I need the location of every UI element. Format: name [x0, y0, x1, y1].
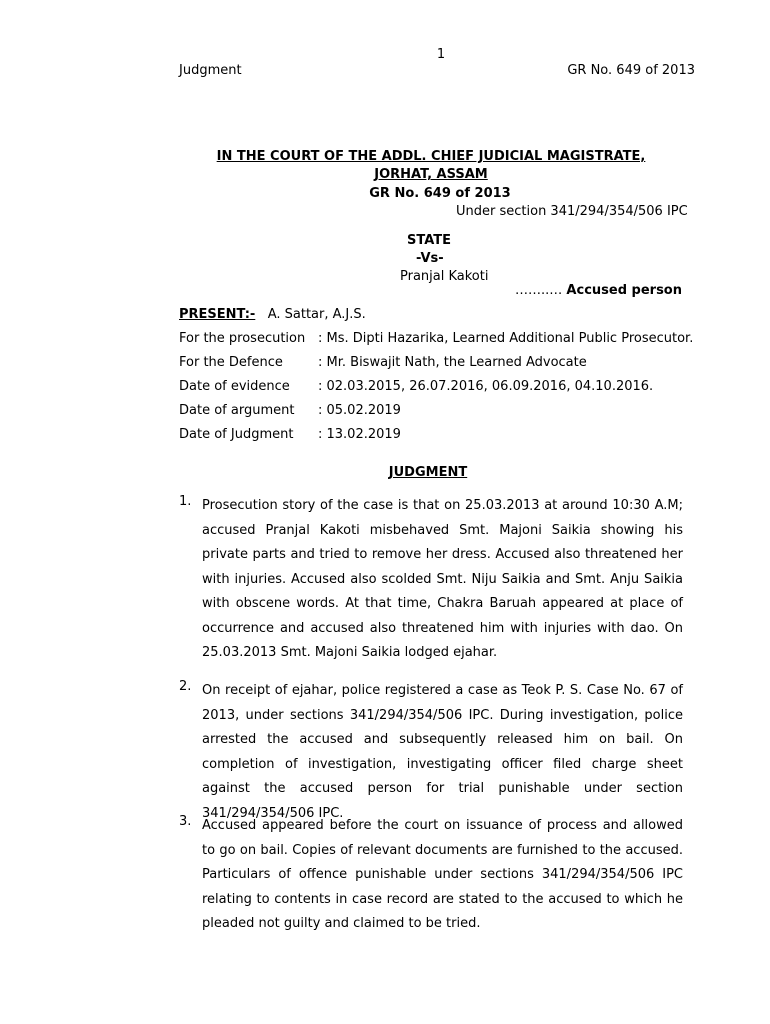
paragraph-text: On receipt of ejahar, police registered a case as Teok P. S. Case No. 67 of 2013, under sections 341/294/354/506 IPC. During investigation, police arrested the accused and subsequently released him on bail. On completion of investigation, investigating officer filed charge sheet against the accused person for trial punishable under section 341/294/354/506 IPC.: [202, 683, 683, 821]
accused-name: Pranjal Kakoti: [400, 269, 489, 284]
present-line: [179, 307, 366, 322]
info-key: For the prosecution: [179, 331, 306, 346]
header-document-type: Judgment: [179, 63, 242, 78]
info-row-evidence: [179, 379, 653, 394]
paragraph-number: 3.: [179, 814, 192, 829]
judgment-heading: JUDGMENT: [388, 465, 468, 480]
info-key: For the Defence: [179, 355, 283, 370]
info-row-prosecution: [179, 331, 693, 346]
info-row-judgment-date: [179, 427, 401, 442]
present-value: A. Sattar, A.J.S.: [267, 307, 366, 322]
info-value: : 13.02.2019: [318, 427, 401, 442]
info-key: Date of evidence: [179, 379, 290, 394]
page-number: 1: [436, 47, 446, 62]
info-row-argument: [179, 403, 401, 418]
info-value: : Ms. Dipti Hazarika, Learned Additional Public Prosecutor.: [318, 331, 694, 346]
versus-label: -Vs-: [416, 251, 444, 266]
paragraph-number: 2.: [179, 679, 192, 694]
paragraph-number: 1.: [179, 494, 192, 509]
party-state: STATE: [407, 233, 452, 248]
paragraph-text: Accused appeared before the court on issuance of process and allowed to go on bail. Copies of relevant documents are furnished to the accused. Particulars of offence punishable under sections 341/294/354/506 IPC relating to contents in case record are stated to the accused to which he pleaded not guilty and claimed to be tried.: [202, 818, 683, 931]
info-value: : Mr. Biswajit Nath, the Learned Advocate: [318, 355, 587, 370]
accused-person-label: [515, 283, 682, 298]
paragraph-text: Prosecution story of the case is that on 25.03.2013 at around 10:30 A.M; accused Pranjal Kakoti misbehaved Smt. Majoni Saikia showing his private parts and tried to remove her dress. Accused also threatened her with injuries. Accused also scolded Smt. Niju Saikia and Smt. Anju Saikia with obscene words. At that time, Chakra Baruah appeared at place of occurrence and accused also threatened him with injuries with dao. On 25.03.2013 Smt. Majoni Saikia lodged ejahar.: [202, 498, 683, 660]
case-number: GR No. 649 of 2013: [369, 186, 511, 201]
info-row-defence: [179, 355, 587, 370]
court-name-line-1: IN THE COURT OF THE ADDL. CHIEF JUDICIAL MAGISTRATE,: [216, 149, 646, 164]
info-value: : 02.03.2015, 26.07.2016, 06.09.2016, 04.10.2016.: [318, 379, 654, 394]
info-value: : 05.02.2019: [318, 403, 401, 418]
accused-dots: ……..…: [515, 283, 563, 298]
paragraph: [179, 494, 683, 666]
accused-label-text: Accused person: [566, 283, 682, 298]
case-sections: Under section 341/294/354/506 IPC: [456, 204, 688, 219]
present-label: PRESENT:-: [179, 307, 256, 322]
court-name-line-2: JORHAT, ASSAM: [374, 167, 488, 182]
info-key: Date of Judgment: [179, 427, 294, 442]
header-case-number: GR No. 649 of 2013: [567, 63, 695, 78]
paragraph: [179, 679, 683, 826]
paragraph: [179, 814, 683, 937]
info-key: Date of argument: [179, 403, 295, 418]
